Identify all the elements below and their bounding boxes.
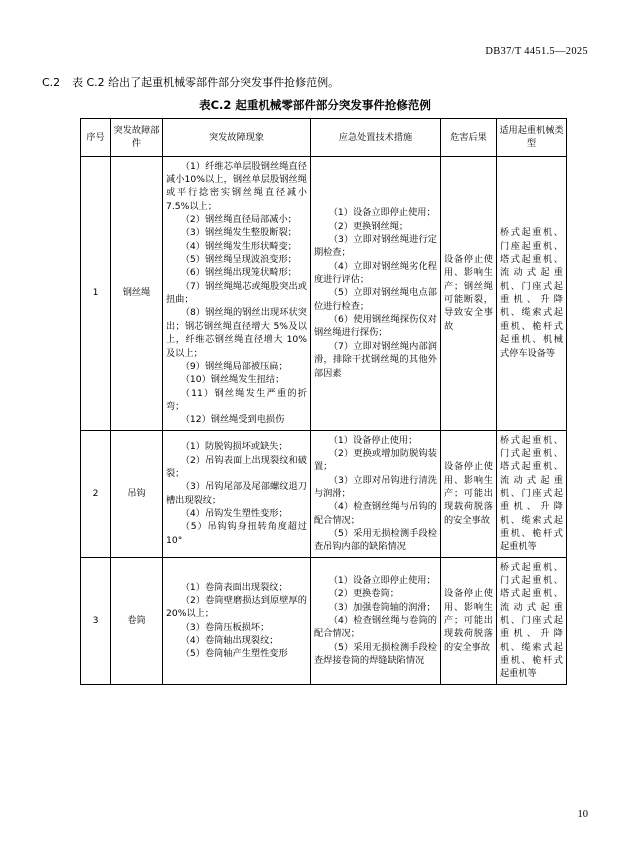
measure-item: （1）设备立即停止使用； [328,207,436,219]
table-caption: 表C.2 起重机械零部件部分突发事件抢修范例 [199,98,431,112]
table-row [81,430,567,557]
cell-part: 钢丝绳 [111,156,163,430]
cell-no: 2 [81,430,111,557]
phenomena-item: （4）钢丝绳发生形状畸变； [180,240,297,252]
phenomena-item: （7）钢丝绳绳芯或绳股突出或扭曲； [166,280,307,306]
cell-phenomena [163,430,311,557]
phenomena-item: （1）防脱钩损坏或缺失； [180,441,288,453]
measure-item: （4）检查钢丝绳与吊钩的配合情况； [314,501,437,526]
measure-item: （3）立即对钢丝绳进行定期检查； [314,234,437,259]
phenomena-item: （2）卷筒壁磨损达到原壁厚的20%以上； [166,595,307,620]
measure-item: （2）更换或增加防脱钩装置； [314,447,437,473]
phenomena-item: （1）纤维芯单层股钢丝绳直径减小10%以上，钢丝单层股钢丝绳或平行捻密实钢丝绳直径减小7.5%以上； [166,160,307,212]
measure-item: （1）设备立即停止使用； [328,575,436,586]
measure-item: （3）立即对吊钩进行清洗与润滑； [314,474,437,499]
phenomena-item: （10）钢丝绳发生扭结； [180,374,285,386]
cell-types [497,156,567,430]
table-header-row [81,119,567,157]
phenomena-item: （1）卷筒表面出现裂纹； [180,581,288,593]
cell-no: 1 [81,156,111,430]
measure-item: （2）更换钢丝绳； [328,220,409,232]
phenomena-item: （9）钢丝绳局部被压扁； [180,360,288,372]
phenomena-item: （8）钢丝绳的钢丝出现环状突出；钢芯钢丝绳直径增大 5%及以上，纤维芯钢丝绳直径增大 10%及以上； [166,307,307,359]
clause-number: C.2 [42,76,61,89]
emergency-repair-table [80,118,567,685]
cell-part: 吊钩 [111,430,163,557]
cell-harm [441,557,497,684]
cell-types [497,557,567,684]
phenomena-item: （3）钢丝绳发生整股断裂； [180,227,297,239]
column-header-types: 适用起重机械类型 [497,119,567,157]
cell-measures [311,557,441,684]
column-header-harm: 危害后果 [441,119,497,157]
phenomena-item: （5）钢丝绳呈现波浪变形； [180,254,297,266]
type-item: 桥式起重机、门式起重机、塔式起重机、流动式起重机、门座式起重机、升降机、缆索式起重机、桅杆式起重机等 [500,561,563,680]
phenomena-item: （2）钢丝绳直径局部减小； [180,214,297,226]
table-body [81,156,567,684]
phenomena-item: （5）卷筒轴产生塑性变形 [180,648,288,660]
cell-harm [441,156,497,430]
measure-item: （5）采用无损检测手段检查焊接卷筒的焊缝缺陷情况 [314,641,437,667]
measure-item: （4）立即对钢丝绳劣化程度进行评估； [314,260,437,286]
measure-item: （4）检查钢丝绳与卷筒的配合情况； [314,615,437,640]
cell-harm [441,430,497,557]
cell-part: 卷筒 [111,557,163,684]
type-item: 桥式起重机、门座起重机、塔式起重机、流动式起重机、门座式起重机、升降机、缆索式起重机、桅杆式起重机、机械式停车设备等 [500,227,563,359]
harm-item: 设备停止使用、影响生产；可能出现载荷脱落的安全事故 [444,588,493,653]
measure-item: （7）立即对钢丝绳内部润滑，排除干扰钢丝绳的其他外部因素 [314,340,437,379]
phenomena-item: （2）吊钩表面上出现裂纹和破裂； [166,454,307,479]
phenomena-item: （3）吊钩尾部及尾部螺纹退刀槽出现裂纹； [166,481,307,506]
phenomena-item: （5）吊钩钩身扭转角度超过10° [166,521,307,546]
column-header-phenomena: 突发故障现象 [163,119,311,157]
measure-item: （2）更换卷筒； [328,588,399,600]
column-header-part: 突发故障部件 [111,119,163,157]
column-header-measures: 应急处置技术措施 [311,119,441,157]
clause-intro [42,74,339,90]
cell-phenomena [163,156,311,430]
cell-measures [311,430,441,557]
measure-item: （3）加强卷筒轴的润滑； [328,601,436,613]
measure-item: （5）采用无损检测手段检查吊钩内部的缺陷情况 [314,527,437,553]
phenomena-item: （12）钢丝绳受到电损伤 [180,414,285,426]
cell-phenomena [163,557,311,684]
harm-item: 设备停止使用、影响生产；钢丝绳可能断裂，导致安全事故 [444,254,493,332]
table-row [81,557,567,684]
phenomena-item: （4）吊钩发生塑性变形； [180,507,288,519]
cell-measures [311,156,441,430]
measure-item: （5）立即对钢丝绳电点部位进行检查； [314,287,437,312]
column-header-no: 序号 [81,119,111,157]
phenomena-item: （11）钢丝绳发生严重的折弯； [166,387,307,412]
page-number: 10 [577,809,588,820]
phenomena-item: （4）卷筒轴出现裂纹； [180,635,279,647]
harm-item: 设备停止使用、影响生产；可能出现载荷脱落的安全事故 [444,461,493,526]
cell-no: 3 [81,557,111,684]
table-row [81,156,567,430]
clause-text: 表 C.2 给出了起重机械零部件部分突发事件抢修范例。 [72,76,340,89]
phenomena-item: （6）钢丝绳出现笼状畸形； [180,267,297,279]
measure-item: （1）设备停止使用； [328,434,418,446]
type-item: 桥式起重机、门式起重机、塔式起重机、流动式起重机、门座式起重机、升降机、缆索式起重机、桅杆式起重机等 [500,434,563,553]
phenomena-item: （3）卷筒压板损坏； [180,621,270,633]
measure-item: （6）使用钢丝绳探伤仪对钢丝绳进行探伤； [314,314,437,339]
page-header-standard-id: DB37/T 4451.5—2025 [485,46,588,57]
cell-types [497,430,567,557]
